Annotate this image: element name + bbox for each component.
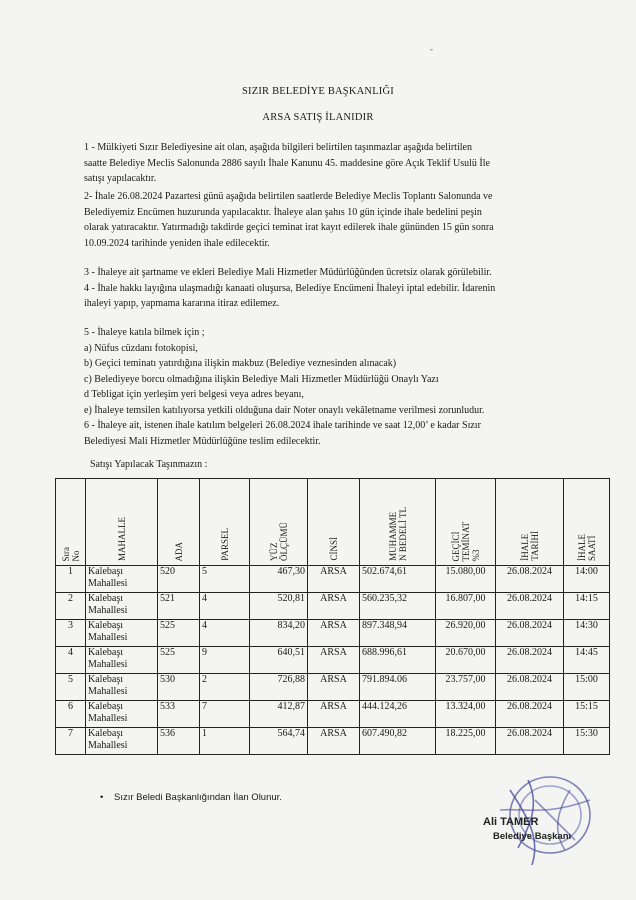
provisional-guarantee-cell: 13.324,00 xyxy=(436,701,496,728)
area-cell: 640,51 xyxy=(250,647,308,674)
row-number-cell: 4 xyxy=(56,647,86,674)
column-header xyxy=(564,479,610,566)
text-line: saatte Belediye Meclis Salonunda 2886 sayılı İhale Kanunu 45. maddesine göre Açık Teklif Usulü İle xyxy=(84,157,490,169)
property-type-cell: ARSA xyxy=(308,728,360,755)
tender-date-cell: 26.08.2024 xyxy=(496,620,564,647)
column-header-label: CİNSİ xyxy=(328,537,339,561)
corner-mark: - xyxy=(430,44,433,54)
neighborhood-cell: Kalebaşı Mahallesi xyxy=(86,620,158,647)
text-line: 2- İhale 26.08.2024 Pazartesi günü aşağıda belirtilen saatlerde Belediye Meclis Toplantı Salonunda ve xyxy=(84,191,493,202)
table-caption: Satışı Yapılacak Taşınmazın : xyxy=(90,459,208,470)
area-cell: 467,30 xyxy=(250,566,308,593)
column-header xyxy=(200,479,250,566)
text-line: Belediyesi Mali Hizmetler Müdürlüğüne teslim edilecektir. xyxy=(84,435,321,447)
property-type-cell: ARSA xyxy=(308,647,360,674)
area-cell: 834,20 xyxy=(250,620,308,647)
text-line: b) Geçici teminatı yatırdığına ilişkin makbuz (Belediye veznesinden alınacak) xyxy=(84,358,397,369)
signature-title: Belediye Başkanı xyxy=(493,831,572,842)
footer-text: Sızır Beledi Başkanlığından İlan Olunur. xyxy=(114,792,282,803)
table-row xyxy=(56,647,610,674)
neighborhood-cell: Kalebaşı Mahallesi xyxy=(86,647,158,674)
column-header-label: GEÇİCİ TEMİNAT %3 xyxy=(450,521,481,561)
tender-time-cell: 14:15 xyxy=(564,593,610,620)
text-line: ihaleyi yapıp, yapmama kararına itiraz edilemez. xyxy=(84,298,280,309)
estimated-value-cell: 897.348,94 xyxy=(360,620,436,647)
text-line: 1 - Mülkiyeti Sızır Belediyesine ait olan, aşağıda bilgileri belirtilen taşınmazlar aşağıda belirtilen xyxy=(84,142,472,153)
provisional-guarantee-cell: 23.757,00 xyxy=(436,674,496,701)
neighborhood-cell: Kalebaşı Mahallesi xyxy=(86,674,158,701)
block-number-cell: 533 xyxy=(158,701,200,728)
text-line: c) Belediyeye borcu olmadığına ilişkin Belediye Mali Hizmetler Müdürlüğü Onaylı Yazı xyxy=(84,373,439,385)
footer-note xyxy=(100,792,282,803)
provisional-guarantee-cell: 18.225,00 xyxy=(436,728,496,755)
announcement-title: ARSA SATIŞ İLANIDIR xyxy=(262,112,374,123)
block-number-cell: 525 xyxy=(158,647,200,674)
tender-time-cell: 14:00 xyxy=(564,566,610,593)
text-line: 10.09.2024 tarihinde yeniden ihale edilecektir. xyxy=(84,237,270,249)
parcel-number-cell: 7 xyxy=(200,701,250,728)
column-header xyxy=(436,479,496,566)
tender-date-cell: 26.08.2024 xyxy=(496,593,564,620)
table-row xyxy=(56,620,610,647)
estimated-value-cell: 688.996,61 xyxy=(360,647,436,674)
table-row xyxy=(56,593,610,620)
neighborhood-cell: Kalebaşı Mahallesi xyxy=(86,566,158,593)
table-row xyxy=(56,674,610,701)
block-number-cell: 525 xyxy=(158,620,200,647)
property-type-cell: ARSA xyxy=(308,620,360,647)
tender-time-cell: 14:45 xyxy=(564,647,610,674)
paragraph-4 xyxy=(84,325,554,449)
parcel-number-cell: 4 xyxy=(200,593,250,620)
parcel-number-cell: 1 xyxy=(200,728,250,755)
row-number-cell: 1 xyxy=(56,566,86,593)
table-row xyxy=(56,701,610,728)
tender-date-cell: 26.08.2024 xyxy=(496,647,564,674)
text-line: satışı yapılacaktır. xyxy=(84,173,157,184)
column-header xyxy=(250,479,308,566)
tender-time-cell: 15:30 xyxy=(564,728,610,755)
property-table xyxy=(55,478,610,755)
column-header xyxy=(56,479,86,566)
column-header-label: İHALE TARİHİ xyxy=(519,531,540,561)
tender-date-cell: 26.08.2024 xyxy=(496,701,564,728)
text-line: d Tebligat için yerleşim yeri belgesi veya adres beyanı, xyxy=(84,389,304,400)
text-line: Belediyemiz Encümen huzurunda yapılacaktır. İhaleye alan şahıs 10 gün içinde ihale bedelini peşin xyxy=(84,206,482,218)
signature-name: Ali TAMER xyxy=(483,816,539,828)
block-number-cell: 530 xyxy=(158,674,200,701)
row-number-cell: 5 xyxy=(56,674,86,701)
table-row xyxy=(56,566,610,593)
block-number-cell: 536 xyxy=(158,728,200,755)
tender-time-cell: 14:30 xyxy=(564,620,610,647)
estimated-value-cell: 607.490,82 xyxy=(360,728,436,755)
row-number-cell: 6 xyxy=(56,701,86,728)
neighborhood-cell: Kalebaşı Mahallesi xyxy=(86,701,158,728)
row-number-cell: 7 xyxy=(56,728,86,755)
column-header-label: Sıra No xyxy=(60,546,81,561)
parcel-number-cell: 5 xyxy=(200,566,250,593)
column-header xyxy=(308,479,360,566)
tender-date-cell: 26.08.2024 xyxy=(496,728,564,755)
text-line: e) İhaleye temsilen katılıyorsa yetkili olduğuna dair Noter onaylı vekâletname verilmesi zorunludur. xyxy=(84,404,485,416)
block-number-cell: 521 xyxy=(158,593,200,620)
paragraph-2 xyxy=(84,189,554,251)
text-line: 4 - İhale hakkı layığına ulaşmadığı kanaati oluşursa, Belediye Encümeni İhaleyi iptal edebilir. İdarenin xyxy=(84,282,496,294)
paragraph-3 xyxy=(84,265,554,312)
tender-date-cell: 26.08.2024 xyxy=(496,674,564,701)
area-cell: 412,87 xyxy=(250,701,308,728)
row-number-cell: 2 xyxy=(56,593,86,620)
table-row xyxy=(56,728,610,755)
parcel-number-cell: 2 xyxy=(200,674,250,701)
text-line: 5 - İhaleye katıla bilmek için ; xyxy=(84,327,205,338)
bullet-icon: • xyxy=(100,792,104,803)
column-header xyxy=(86,479,158,566)
parcel-number-cell: 9 xyxy=(200,647,250,674)
column-header xyxy=(496,479,564,566)
row-number-cell: 3 xyxy=(56,620,86,647)
area-cell: 564,74 xyxy=(250,728,308,755)
property-type-cell: ARSA xyxy=(308,674,360,701)
estimated-value-cell: 791.894.06 xyxy=(360,674,436,701)
column-header-label: YÜZ ÖLÇÜMÜ xyxy=(268,521,289,561)
column-header xyxy=(158,479,200,566)
text-line: 6 - İhaleye ait, istenen ihale katılım belgeleri 26.08.2024 ihale tarihinde ve saat 12,00’ e kadar Sızır xyxy=(84,420,481,431)
paragraph-1 xyxy=(84,140,554,187)
provisional-guarantee-cell: 26.920,00 xyxy=(436,620,496,647)
text-line: a) Nüfus cüzdanı fotokopisi, xyxy=(84,342,198,354)
property-type-cell: ARSA xyxy=(308,593,360,620)
block-number-cell: 520 xyxy=(158,566,200,593)
property-type-cell: ARSA xyxy=(308,701,360,728)
neighborhood-cell: Kalebaşı Mahallesi xyxy=(86,593,158,620)
column-header-label: MUHAMME N BEDELİ TL xyxy=(387,507,408,561)
provisional-guarantee-cell: 20.670,00 xyxy=(436,647,496,674)
estimated-value-cell: 502.674,61 xyxy=(360,566,436,593)
provisional-guarantee-cell: 15.080,00 xyxy=(436,566,496,593)
parcel-number-cell: 4 xyxy=(200,620,250,647)
provisional-guarantee-cell: 16.807,00 xyxy=(436,593,496,620)
column-header xyxy=(360,479,436,566)
column-header-label: İHALE SAATİ xyxy=(576,534,597,561)
area-cell: 726,88 xyxy=(250,674,308,701)
table-header-row xyxy=(56,479,610,566)
institution-title: SIZIR BELEDİYE BAŞKANLIĞI xyxy=(242,86,394,97)
tender-time-cell: 15:15 xyxy=(564,701,610,728)
area-cell: 520,81 xyxy=(250,593,308,620)
column-header-label: PARSEL xyxy=(219,528,230,561)
estimated-value-cell: 444.124,26 xyxy=(360,701,436,728)
tender-date-cell: 26.08.2024 xyxy=(496,566,564,593)
text-line: olarak yatıracaktır. Yatırmadığı takdirde geçici teminat irat kayıt edilerek ihale gününden 15 gün sonra xyxy=(84,222,494,233)
column-header-label: MAHALLE xyxy=(116,517,127,561)
property-type-cell: ARSA xyxy=(308,566,360,593)
text-line: 3 - İhaleye ait şartname ve ekleri Belediye Mali Hizmetler Müdürlüğünden ücretsiz olarak görülebilir. xyxy=(84,267,492,278)
tender-time-cell: 15:00 xyxy=(564,674,610,701)
column-header-label: ADA xyxy=(173,541,184,561)
estimated-value-cell: 560.235,32 xyxy=(360,593,436,620)
neighborhood-cell: Kalebaşı Mahallesi xyxy=(86,728,158,755)
